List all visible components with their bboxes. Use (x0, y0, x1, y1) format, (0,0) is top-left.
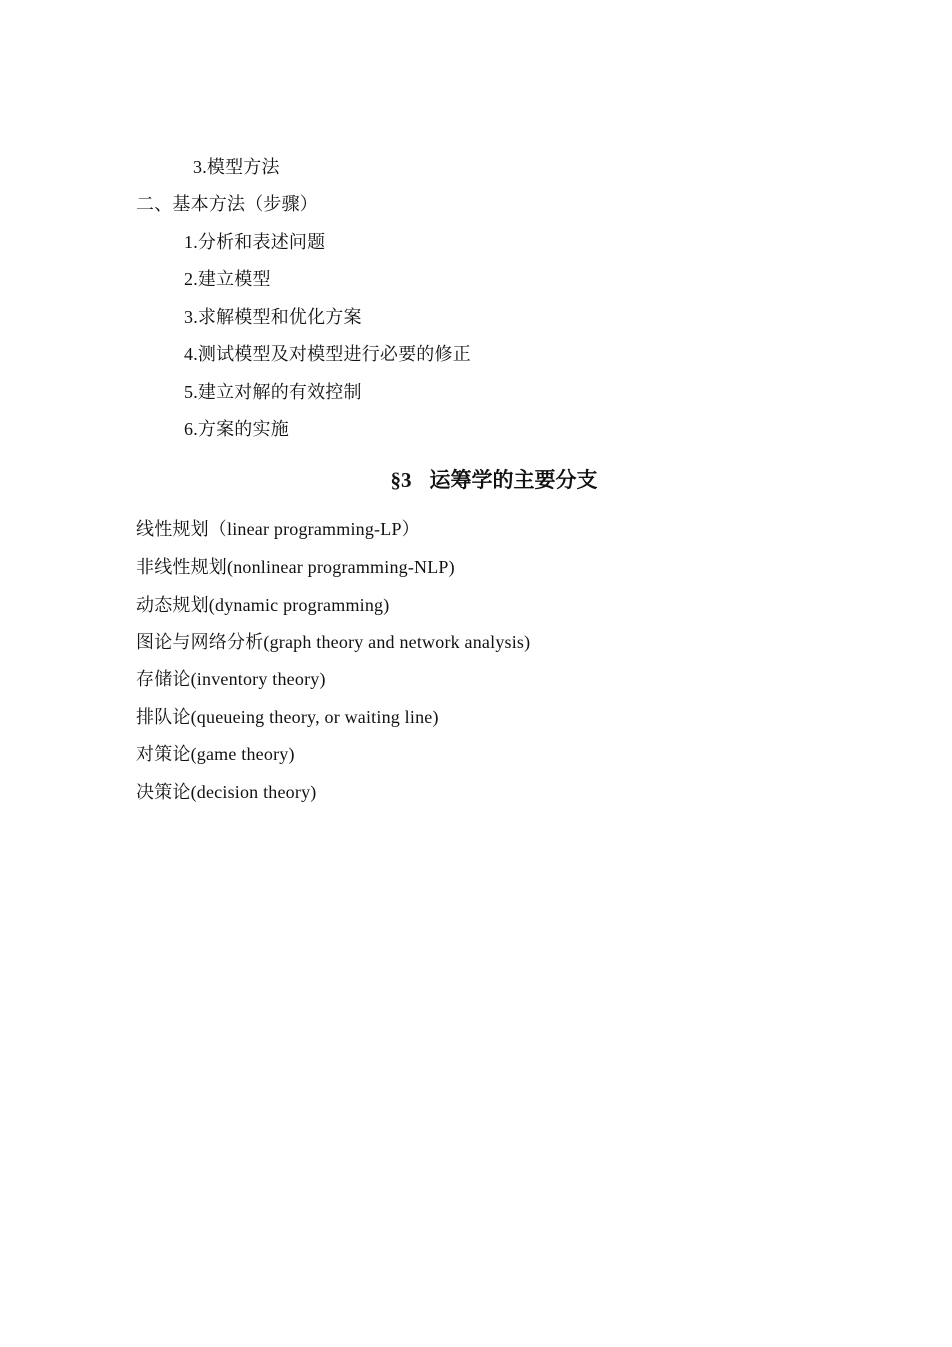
step-item: 2.建立模型 (184, 269, 271, 289)
model-method-item: 3.模型方法 (193, 157, 280, 177)
section-title: 运筹学的主要分支 (429, 468, 598, 492)
branch-item: 排队论(queueing theory, or waiting line) (136, 707, 439, 727)
branch-item: 存储论(inventory theory) (136, 669, 326, 689)
branch-item: 图论与网络分析(graph theory and network analysis) (136, 632, 531, 652)
step-item: 6.方案的实施 (184, 419, 289, 439)
step-item: 3.求解模型和优化方案 (184, 307, 362, 327)
branch-item: 非线性规划(nonlinear programming-NLP) (136, 557, 455, 577)
section-number: §3 (390, 468, 412, 492)
basic-methods-heading: 二、基本方法（步骤） (136, 194, 318, 214)
step-item: 1.分析和表述问题 (184, 232, 326, 252)
branch-item: 动态规划(dynamic programming) (136, 595, 390, 615)
step-item: 4.测试模型及对模型进行必要的修正 (184, 344, 471, 364)
branch-item: 线性规划（linear programming-LP） (136, 519, 420, 539)
step-item: 5.建立对解的有效控制 (184, 382, 362, 402)
section-heading (0, 467, 952, 493)
branch-item: 决策论(decision theory) (136, 782, 317, 802)
branch-item: 对策论(game theory) (136, 744, 295, 764)
